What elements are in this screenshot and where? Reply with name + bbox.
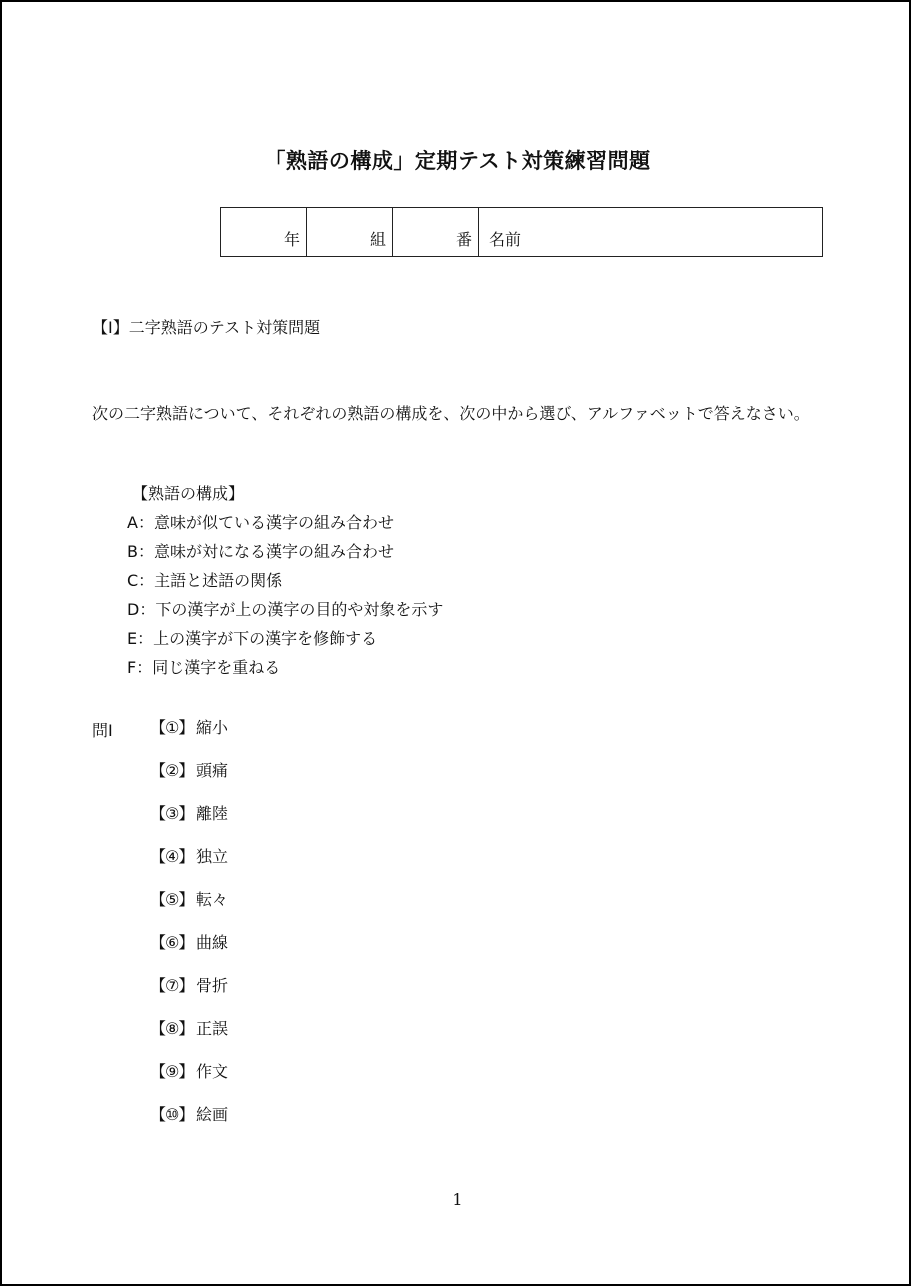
year-label: 年 — [283, 230, 300, 249]
question-item — [150, 933, 228, 976]
question-item — [150, 847, 228, 890]
question-word: 転々 — [196, 890, 229, 909]
question-word: 曲線 — [196, 933, 229, 952]
legend-item: B：意味が対になる漢字の組み合わせ — [127, 542, 394, 561]
question-word: 作文 — [196, 1062, 229, 1081]
question-word: 骨折 — [196, 976, 229, 995]
question-word: 離陸 — [196, 804, 229, 823]
question-number: 【③】 — [150, 804, 194, 823]
question-number: 【⑩】 — [150, 1105, 194, 1124]
name-label: 名前 — [489, 230, 522, 249]
name-cell — [479, 208, 822, 256]
question-number: 【⑤】 — [150, 890, 194, 909]
legend-item: F：同じ漢字を重ねる — [127, 658, 281, 677]
question-item — [150, 804, 228, 847]
legend-item: E：上の漢字が下の漢字を修飾する — [127, 629, 378, 648]
section-heading: 【Ⅰ】二字熟語のテスト対策問題 — [92, 318, 321, 337]
question-item — [150, 1062, 228, 1105]
question-item — [150, 976, 228, 1019]
number-label: 番 — [455, 230, 472, 249]
page-number: 1 — [452, 1190, 463, 1209]
class-cell — [307, 208, 393, 256]
class-label: 組 — [369, 230, 386, 249]
question-label: 問Ⅰ — [92, 721, 113, 740]
question-number: 【⑦】 — [150, 976, 194, 995]
page-title: 「熟語の構成」定期テスト対策練習問題 — [264, 149, 651, 173]
question-item — [150, 1105, 228, 1148]
question-number: 【①】 — [150, 718, 194, 737]
legend-item: D：下の漢字が上の漢字の目的や対象を示す — [127, 600, 444, 619]
question-word: 正誤 — [196, 1019, 229, 1038]
question-number: 【⑨】 — [150, 1062, 194, 1081]
question-word: 縮小 — [196, 718, 229, 737]
question-number: 【②】 — [150, 761, 194, 780]
question-number: 【⑥】 — [150, 933, 194, 952]
question-number: 【④】 — [150, 847, 194, 866]
question-word: 頭痛 — [196, 761, 229, 780]
question-word: 独立 — [196, 847, 229, 866]
structure-legend — [127, 484, 443, 687]
legend-item: C：主語と述語の関係 — [127, 571, 283, 590]
question-word: 絵画 — [196, 1105, 229, 1124]
question-item — [150, 718, 228, 761]
question-item — [150, 761, 228, 804]
question-list — [150, 718, 228, 1148]
question-item — [150, 1019, 228, 1062]
legend-item: A：意味が似ている漢字の組み合わせ — [127, 513, 394, 532]
question-number: 【⑧】 — [150, 1019, 194, 1038]
student-info-table — [220, 207, 823, 257]
year-cell — [221, 208, 307, 256]
legend-title: 【熟語の構成】 — [132, 484, 245, 503]
instructions-text: 次の二字熟語について、それぞれの熟語の構成を、次の中から選び、アルファベットで答えなさい。 — [92, 404, 810, 423]
question-item — [150, 890, 228, 933]
number-cell — [393, 208, 479, 256]
